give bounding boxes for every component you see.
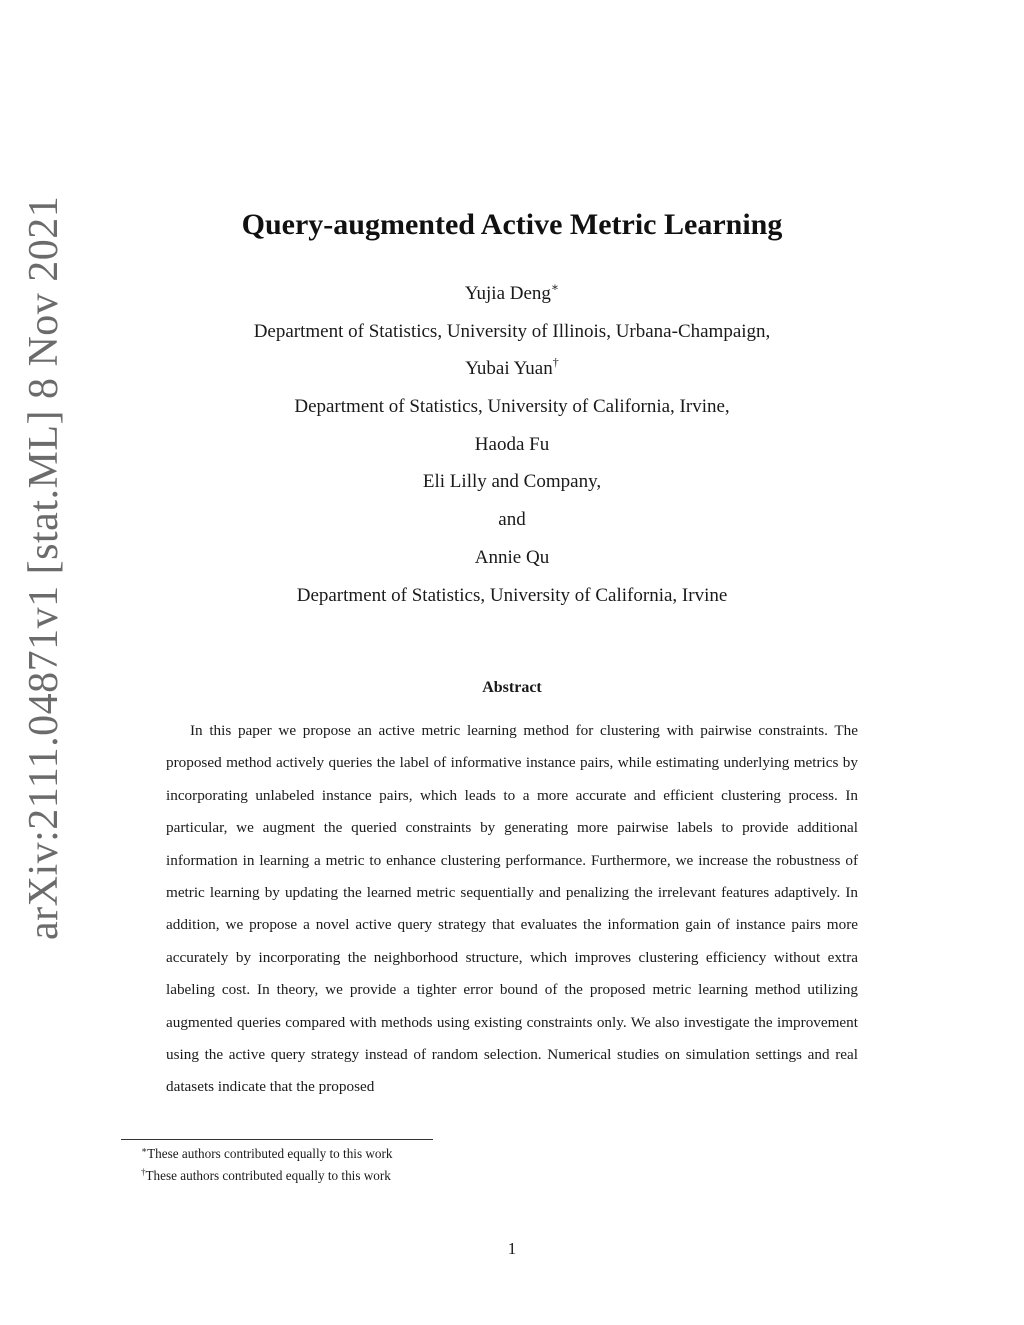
author-affiliation: Department of Statistics, University of Illinois, Urbana-Champaign, xyxy=(253,320,771,342)
footnote-mark: † xyxy=(141,1167,146,1177)
footnote xyxy=(141,1165,841,1187)
abstract-heading: Abstract xyxy=(482,679,542,696)
author-name: Haoda Fu xyxy=(474,433,550,455)
paper-title: Query-augmented Active Metric Learning xyxy=(241,208,783,241)
footnote-divider xyxy=(121,1139,433,1140)
author-affiliation: Department of Statistics, University of California, Irvine xyxy=(296,584,728,606)
author-footnote-mark: † xyxy=(552,355,559,370)
author-line xyxy=(120,426,904,464)
page-number: 1 xyxy=(507,1239,517,1258)
author-conjunction: and xyxy=(498,509,526,531)
author-name: Yubai Yuan xyxy=(465,358,553,380)
footnote-text: These authors contributed equally to this work xyxy=(147,1146,393,1161)
footnote-text: These authors contributed equally to this work xyxy=(145,1168,391,1183)
author-name: Annie Qu xyxy=(474,546,550,568)
footnote-mark: ∗ xyxy=(141,1145,148,1155)
footnote xyxy=(141,1143,841,1165)
author-footnote-mark: ∗ xyxy=(550,280,560,294)
author-name: Yujia Deng xyxy=(464,283,551,304)
abstract-text: In this paper we propose an active metric learning method for clustering with pairwise constraints. The proposed method actively queries the label of informative instance pairs, while estimating underlying metrics by incorporating unlabeled instance pairs, which leads to a more accurate and efficient clustering process. In particular, we augment the queried constraints by generating more pairwise labels to provide additional information in learning a metric to enhance clustering performance. Furthermore, we increase the robustness of metric learning by updating the learned metric sequentially and penalizing the irrelevant features adaptively. In addition, we propose a novel active query strategy that evaluates the information gain of instance pairs more accurately by incorporating the neighborhood structure, which improves clustering efficiency without extra labeling cost. In theory, we provide a tighter error bound of the proposed metric learning method utilizing augmented queries compared with methods using existing constraints only. We also investigate the improvement using the active query strategy instead of random selection. Numerical studies on simulation settings and real datasets indicate that the proposed xyxy=(166,722,858,1096)
author-affiliation: Eli Lilly and Company, xyxy=(422,471,602,493)
author-line xyxy=(120,539,904,577)
author-block xyxy=(120,275,904,614)
author-line xyxy=(120,275,904,313)
author-affiliation: Department of Statistics, University of California, Irvine, xyxy=(294,396,730,418)
footnotes xyxy=(141,1143,841,1187)
author-line xyxy=(120,350,904,388)
arxiv-identifier-stamp: arXiv:2111.04871v1 [stat.ML] 8 Nov 2021 xyxy=(21,195,67,940)
